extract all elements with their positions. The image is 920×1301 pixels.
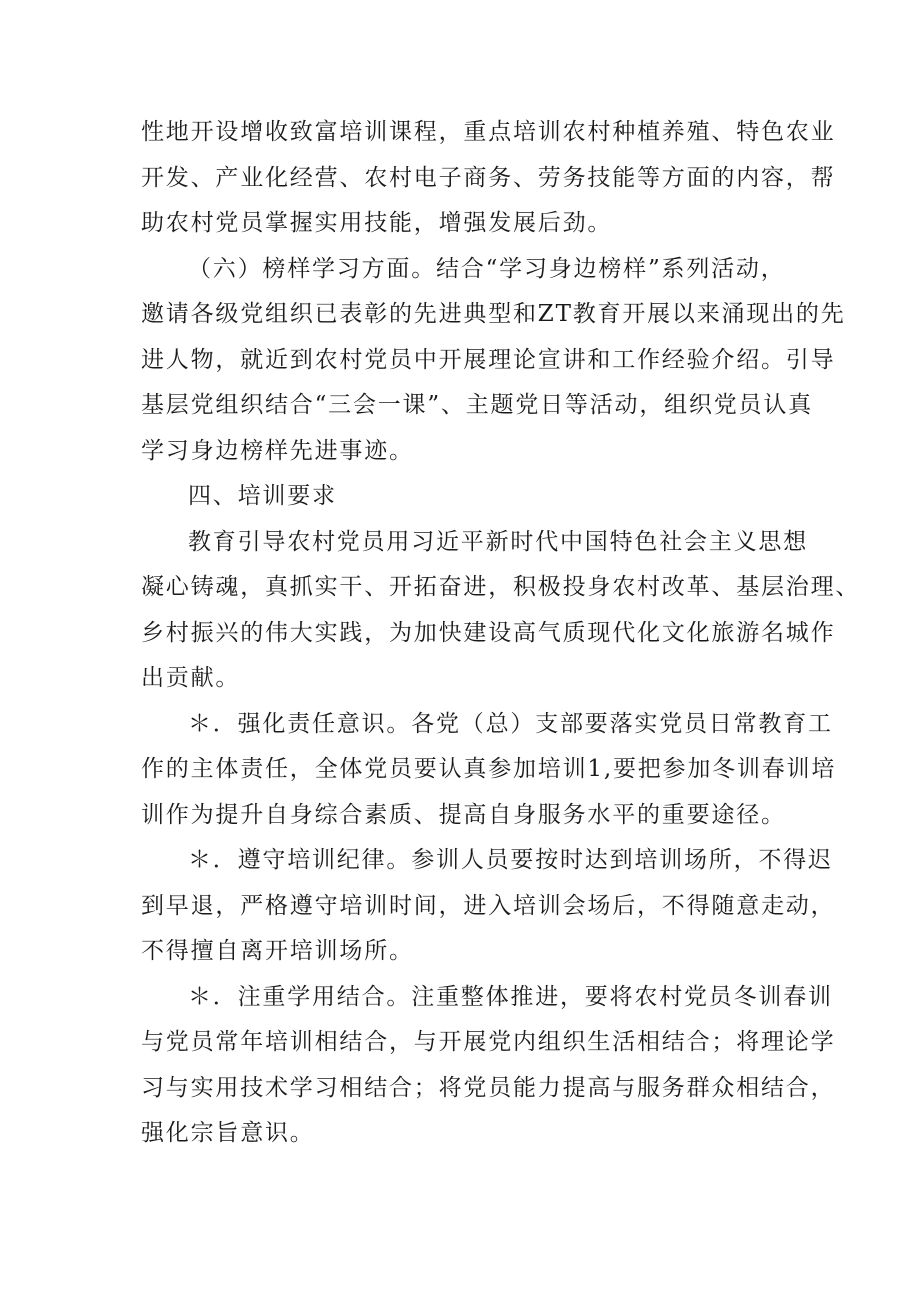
requirement-3-line: ＊．注重学用结合。注重整体推进，要将农村党员冬训春训	[188, 984, 833, 1010]
text-line: 助农村党员掌握实用技能，增强发展后劲。	[141, 210, 613, 236]
requirement-2-line: ＊．遵守培训纪律。参训人员要按时达到培训场所，不得迟	[188, 847, 833, 873]
text-line: 不得擅自离开培训场所。	[141, 938, 414, 964]
text-line: 教育引导农村党员用习近平新时代中国特色社会主义思想	[188, 529, 808, 555]
section-six-heading-line: （六）榜样学习方面。结合“学习身边榜样”系列活动，	[188, 256, 786, 282]
text-line: 作的主体责任，全体党员要认真参加培训1,要把参加冬训春训培	[141, 756, 837, 782]
text-line: 到早退，严格遵守培训时间，进入培训会场后，不得随意走动，	[141, 893, 836, 919]
section-four-heading: 四、培训要求	[188, 483, 337, 509]
requirement-1-line: ＊．强化责任意识。各党（总）支部要落实党员日常教育工	[188, 711, 833, 737]
text-line: 出贡献。	[141, 665, 241, 691]
text-line: 乡村振兴的伟大实践，为加快建设高气质现代化文化旅游名城作	[141, 620, 836, 646]
text-line: 学习身边榜样先进事迹。	[141, 438, 414, 464]
text-line: 习与实用技术学习相结合；将党员能力提高与服务群众相结合，	[141, 1075, 836, 1101]
text-line: 与党员常年培训相结合，与开展党内组织生活相结合；将理论学	[141, 1029, 836, 1055]
text-line: 邀请各级党组织已表彰的先进典型和ZT教育开展以来涌现出的先	[141, 301, 846, 327]
text-line: 性地开设增收致富培训课程，重点培训农村种植养殖、特色农业	[141, 119, 836, 145]
text-line: 训作为提升自身综合素质、提高自身服务水平的重要途径。	[141, 802, 786, 828]
text-line: 开发、产业化经营、农村电子商务、劳务技能等方面的内容，帮	[141, 165, 836, 191]
text-line: 强化宗旨意识。	[141, 1120, 315, 1146]
text-line: 进人物，就近到农村党员中开展理论宣讲和工作经验介绍。引导	[141, 347, 836, 373]
text-line: 凝心铸魂，真抓实干、开拓奋进，积极投身农村改革、基层治理、	[141, 574, 861, 600]
text-line: 基层党组织结合“三会一课”、主题党日等活动，组织党员认真	[141, 392, 813, 418]
